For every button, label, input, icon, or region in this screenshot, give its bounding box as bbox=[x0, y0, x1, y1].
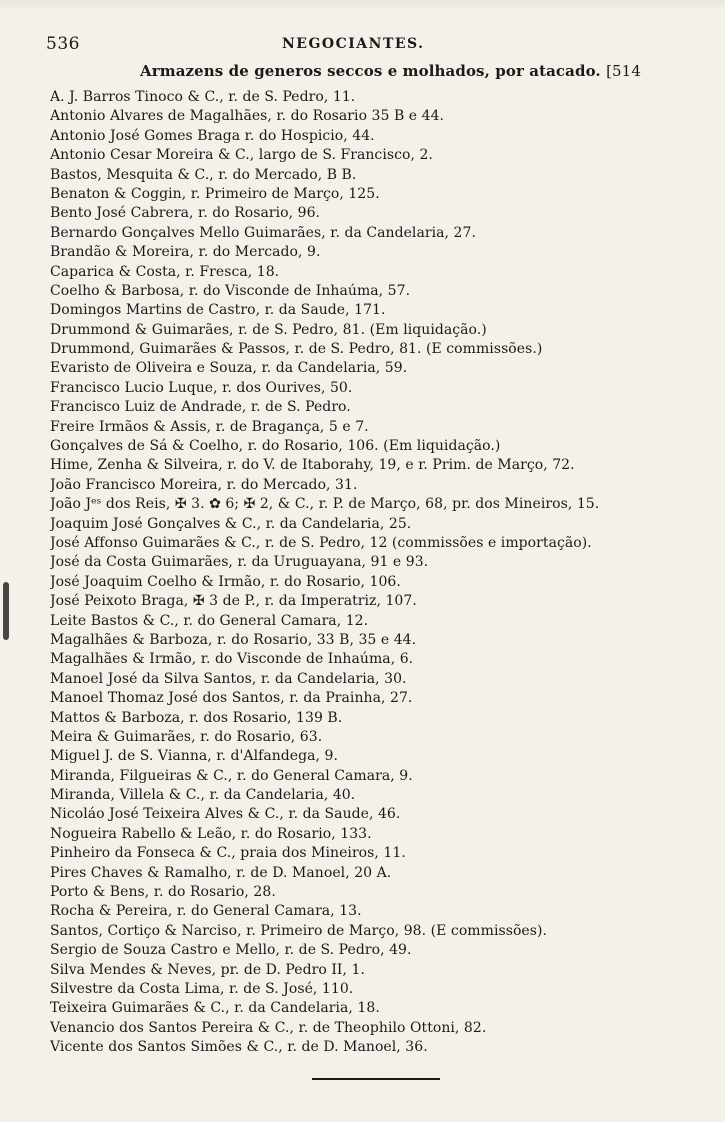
list-item: Manoel Thomaz José dos Santos, r. da Prainha, 27. bbox=[50, 690, 413, 707]
list-item: João Francisco Moreira, r. do Mercado, 31. bbox=[50, 476, 358, 493]
list-item: Miranda, Villela & C., r. da Candelaria, 40. bbox=[50, 787, 356, 804]
list-item: Brandão & Moreira, r. do Mercado, 9. bbox=[50, 244, 321, 261]
list-item: João Jᵉˢ dos Reis, ✠ 3. ✿ 6; ✠ 2, & C., r. P. de Março, 68, pr. dos Mineiros, 15. bbox=[50, 496, 600, 513]
list-item: Hime, Zenha & Silveira, r. do V. de Itaborahy, 19, e r. Prim. de Março, 72. bbox=[50, 457, 575, 474]
list-item: Joaquim José Gonçalves & C., r. da Candelaria, 25. bbox=[50, 515, 412, 532]
list-item: Drummond, Guimarães & Passos, r. de S. Pedro, 81. (E commissões.) bbox=[50, 341, 543, 358]
list-item: José Joaquim Coelho & Irmão, r. do Rosario, 106. bbox=[50, 573, 401, 590]
page-number: 536 bbox=[46, 34, 80, 54]
list-item: Manoel José da Silva Santos, r. da Candelaria, 30. bbox=[50, 670, 407, 687]
section-heading-title: Armazens de generos seccos e molhados, por atacado. bbox=[140, 62, 601, 80]
list-item: Evaristo de Oliveira e Souza, r. da Candelaria, 59. bbox=[50, 360, 408, 377]
list-item: Antonio Alvares de Magalhães, r. do Rosario 35 B e 44. bbox=[50, 108, 445, 125]
list-item: Caparica & Costa, r. Fresca, 18. bbox=[50, 263, 280, 280]
list-item: Leite Bastos & C., r. do General Camara, 12. bbox=[50, 612, 369, 629]
list-item: Benaton & Coggin, r. Primeiro de Março, 125. bbox=[50, 185, 380, 202]
running-head: NEGOCIANTES. bbox=[282, 36, 425, 52]
list-item: Nogueira Rabello & Leão, r. do Rosario, 133. bbox=[50, 825, 372, 842]
list-item: Bento José Cabrera, r. do Rosario, 96. bbox=[50, 205, 321, 222]
list-item: Magalhães & Irmão, r. do Visconde de Inhaúma, 6. bbox=[50, 651, 414, 668]
section-heading bbox=[140, 62, 641, 80]
list-item: Miguel J. de S. Vianna, r. d'Alfandega, 9. bbox=[50, 748, 338, 765]
list-item: José Peixoto Braga, ✠ 3 de P., r. da Imperatriz, 107. bbox=[50, 593, 417, 610]
list-item: Pires Chaves & Ramalho, r. de D. Manoel, 20 A. bbox=[50, 864, 392, 881]
list-item: Nicoláo José Teixeira Alves & C., r. da Saude, 46. bbox=[50, 806, 401, 823]
closing-rule bbox=[312, 1078, 440, 1080]
list-item: Venancio dos Santos Pereira & C., r. de Theophilo Ottoni, 82. bbox=[50, 1019, 487, 1036]
list-item: Teixeira Guimarães & C., r. da Candelaria, 18. bbox=[50, 1000, 380, 1017]
list-item: Mattos & Barboza, r. dos Rosario, 139 B. bbox=[50, 709, 343, 726]
section-heading-ref: [514 bbox=[606, 62, 641, 80]
list-item: Bastos, Mesquita & C., r. do Mercado, B B. bbox=[50, 166, 357, 183]
list-item: Magalhães & Barboza, r. do Rosario, 33 B, 35 e 44. bbox=[50, 631, 417, 648]
list-item: Santos, Cortiço & Narciso, r. Primeiro de Março, 98. (E commissões). bbox=[50, 922, 548, 939]
list-item: Drummond & Guimarães, r. de S. Pedro, 81. (Em liquidação.) bbox=[50, 321, 487, 338]
list-item: José Affonso Guimarães & C., r. de S. Pedro, 12 (commissões e importação). bbox=[50, 534, 592, 551]
page-edge bbox=[0, 0, 725, 10]
list-item: Rocha & Pereira, r. do General Camara, 13. bbox=[50, 903, 362, 920]
merchant-list bbox=[50, 88, 710, 1058]
list-item: Freire Irmãos & Assis, r. de Bragança, 5 e 7. bbox=[50, 418, 369, 435]
list-item: Antonio Cesar Moreira & C., largo de S. Francisco, 2. bbox=[50, 147, 433, 164]
list-item: Gonçalves de Sá & Coelho, r. do Rosario, 106. (Em liquidação.) bbox=[50, 438, 501, 455]
list-item: Silva Mendes & Neves, pr. de D. Pedro II, 1. bbox=[50, 961, 365, 978]
list-item: Porto & Bens, r. do Rosario, 28. bbox=[50, 884, 276, 901]
ink-blot-mark bbox=[3, 582, 9, 640]
list-item: Francisco Luiz de Andrade, r. de S. Pedro. bbox=[50, 399, 351, 416]
list-item: Bernardo Gonçalves Mello Guimarães, r. da Candelaria, 27. bbox=[50, 224, 476, 241]
list-item: Domingos Martins de Castro, r. da Saude, 171. bbox=[50, 302, 386, 319]
list-item: Miranda, Filgueiras & C., r. do General Camara, 9. bbox=[50, 767, 413, 784]
list-item: Pinheiro da Fonseca & C., praia dos Mineiros, 11. bbox=[50, 845, 406, 862]
list-item: Silvestre da Costa Lima, r. de S. José, 110. bbox=[50, 980, 354, 997]
list-item: Sergio de Souza Castro e Mello, r. de S. Pedro, 49. bbox=[50, 942, 412, 959]
list-item: Francisco Lucio Luque, r. dos Ourives, 50. bbox=[50, 379, 353, 396]
list-item: Antonio José Gomes Braga r. do Hospicio, 44. bbox=[50, 127, 375, 144]
list-item: Meira & Guimarães, r. do Rosario, 63. bbox=[50, 728, 323, 745]
list-item: José da Costa Guimarães, r. da Uruguayana, 91 e 93. bbox=[50, 554, 429, 571]
list-item: Vicente dos Santos Simões & C., r. de D. Manoel, 36. bbox=[50, 1039, 428, 1056]
list-item: A. J. Barros Tinoco & C., r. de S. Pedro, 11. bbox=[50, 89, 356, 105]
list-item: Coelho & Barbosa, r. do Visconde de Inhaúma, 57. bbox=[50, 282, 411, 299]
